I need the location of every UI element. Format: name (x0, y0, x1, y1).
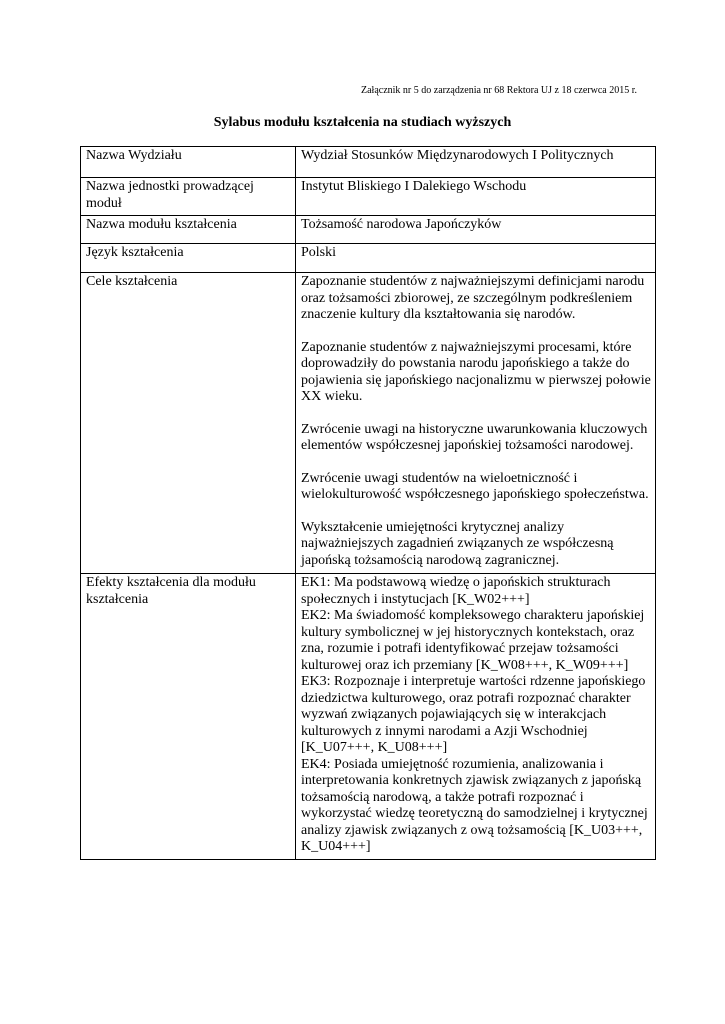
effects-label: Efekty kształcenia dla modułu kształcenia (81, 574, 296, 860)
goal-paragraph: Zwrócenie uwagi na historyczne uwarunkowania kluczowych elementów współczesnej japońskiej tożsamości narodowej. (301, 421, 648, 453)
unit-label: Nazwa jednostki prowadzącej moduł (81, 178, 296, 216)
language-value: Polski (296, 244, 656, 273)
goal-paragraph: Zapoznanie studentów z najważniejszymi procesami, które doprowadziły do powstania narodu japońskiego a także do pojawienia się japońskiego nacjonalizmu w pierwszej połowie XX wieku. (301, 339, 651, 404)
effect-item-ek1: EK1: Ma podstawową wiedzę o japońskich strukturach społecznych i instytucjach [K_W02+++] (301, 575, 611, 607)
language-label: Język kształcenia (81, 244, 296, 273)
goal-paragraph: Wykształcenie umiejętności krytycznej analizy najważniejszych zagadnień związanych ze współczesną japońską tożsamością narodową zagranicznej. (301, 519, 614, 568)
faculty-value: Wydział Stosunków Międzynarodowych I Politycznych (296, 147, 656, 178)
table-row-language (81, 244, 656, 273)
table-row-goals (81, 273, 656, 574)
faculty-label: Nazwa Wydziału (81, 147, 296, 178)
effects-value (296, 574, 656, 860)
module-value: Tożsamość narodowa Japończyków (296, 216, 656, 244)
module-label: Nazwa modułu kształcenia (81, 216, 296, 244)
syllabus-table (80, 146, 656, 860)
table-row-module (81, 216, 656, 244)
table-row-faculty (81, 147, 656, 178)
goals-value (296, 273, 656, 574)
unit-value: Instytut Bliskiego I Dalekiego Wschodu (296, 178, 656, 216)
goal-paragraph: Zwrócenie uwagi studentów na wieloetniczność i wielokulturowość współczesnego japońskiego społeczeństwa. (301, 470, 649, 502)
annex-note: Załącznik nr 5 do zarządzenia nr 68 Rektora UJ z 18 czerwca 2015 r. (361, 85, 637, 96)
table-row-effects (81, 574, 656, 860)
effect-item-ek3: EK3: Rozpoznaje i interpretuje wartości rdzenne japońskiego dziedzictwa kulturowego, oraz potrafi rozpoznać charakter wyzwań związanych pojawiających się w interakcjach kulturowych z innymi narodami a Azji Wschodniej [K_U07+++, K_U08+++] (301, 674, 646, 755)
effect-item-ek4: EK4: Posiada umiejętność rozumienia, analizowania i interpretowania konkretnych zjawisk związanych z japońską tożsamością narodową, a także potrafi rozpoznać i wykorzystać wiedzę teoretyczną do samodzielnej i krytycznej analizy zjawisk związanych z ową tożsamością [K_U03+++, K_U04+++] (301, 756, 648, 854)
document-title: Sylabus modułu kształcenia na studiach wyższych (213, 115, 512, 130)
effect-item-ek2: EK2: Ma świadomość kompleksowego charakteru japońskiej kultury symbolicznej w jej historycznych kontekstach, oraz zna, rozumie i potrafi identyfikować przejaw tożsamości kulturowej oraz ich przemiany [K_W08+++, K_W09+++] (301, 608, 645, 673)
goal-paragraph: Zapoznanie studentów z najważniejszymi definicjami narodu oraz tożsamości zbiorowej, ze szczególnym podkreśleniem znaczenie kultury dla kształtowania się narodów. (301, 274, 645, 322)
goals-label: Cele kształcenia (81, 273, 296, 574)
table-row-unit (81, 178, 656, 216)
